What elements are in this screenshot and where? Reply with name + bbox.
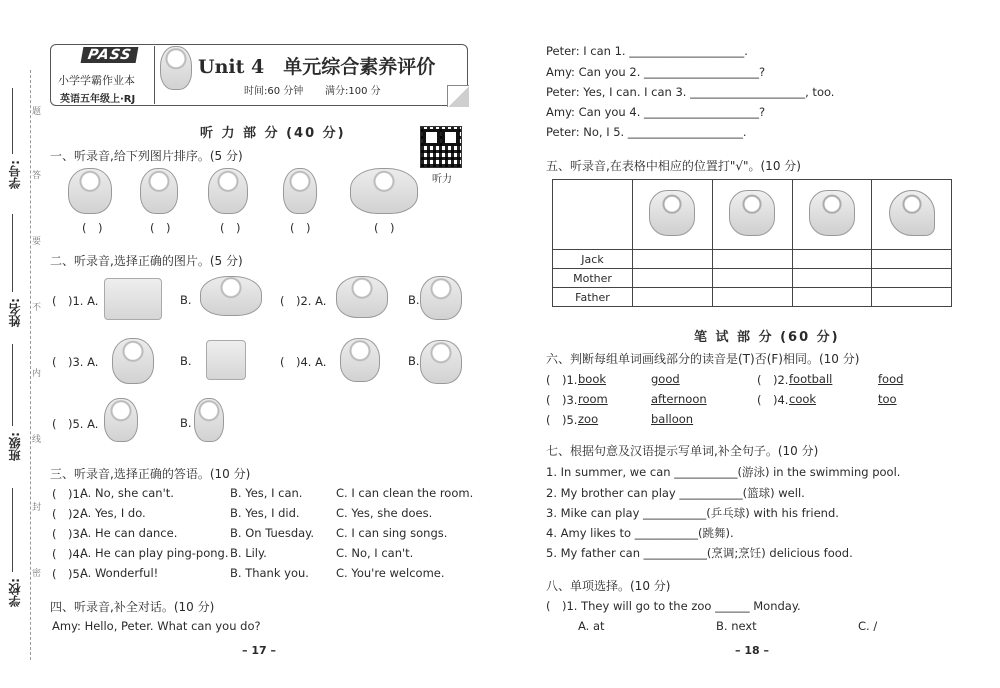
pass-logo: PASS	[81, 47, 139, 63]
seal-char: 答	[32, 171, 42, 181]
q6-word: food	[878, 372, 904, 386]
seal-char: 线	[32, 435, 42, 445]
q1-answer-blank[interactable]: ( )	[82, 221, 103, 235]
q6-word: too	[878, 392, 897, 406]
table-row-label: Jack	[553, 250, 633, 269]
q6-word: room	[578, 392, 608, 406]
q6-number[interactable]: ( )3.	[546, 393, 578, 407]
q2-item-number[interactable]: ( )2. A.	[280, 294, 327, 308]
q3-row-number[interactable]: ( )1.	[52, 487, 84, 501]
q3-option-a: A. Wonderful!	[80, 566, 159, 580]
q3-option-b: B. Lily.	[230, 546, 267, 560]
q3-option-a: A. He can dance.	[80, 526, 178, 540]
q2-3-option-a-picture[interactable]	[112, 338, 154, 384]
q1-picture-3	[208, 168, 248, 214]
check-cell[interactable]	[633, 269, 713, 288]
check-cell[interactable]	[792, 269, 872, 288]
cooking-picture	[809, 190, 855, 236]
q6-word: afternoon	[651, 392, 707, 406]
q3-option-a: A. Yes, I do.	[80, 506, 146, 520]
table-row-label: Father	[553, 288, 633, 307]
q4-dialog-line[interactable]: Peter: I can 1. ____________________.	[546, 44, 748, 58]
seal-char: 内	[32, 369, 42, 379]
q2-5-option-b-picture[interactable]	[194, 398, 224, 442]
q6-title: 六、判断每组单词画线部分的读音是(T)否(F)相同。(10 分)	[546, 352, 860, 366]
q2-2-option-a-picture[interactable]	[336, 276, 388, 318]
q3-option-c: C. Yes, she does.	[336, 506, 433, 520]
q7-sentence[interactable]: 4. Amy likes to ___________(跳舞).	[546, 526, 734, 540]
q2-option-b: B.	[180, 416, 192, 430]
q2-1-option-b-picture[interactable]	[200, 276, 262, 316]
q5-title: 五、听录音,在表格中相应的位置打"√"。(10 分)	[546, 159, 801, 173]
q1-picture-4	[283, 168, 317, 214]
q3-option-c: C. I can sing songs.	[336, 526, 448, 540]
q8-question[interactable]: ( )1. They will go to the zoo ______ Monday.	[546, 599, 801, 613]
header-divider	[154, 46, 155, 104]
q3-option-b: B. Yes, I can.	[230, 486, 303, 500]
q2-4-option-a-picture[interactable]	[340, 338, 380, 382]
listening-section-title: 听 力 部 分 (40 分)	[200, 126, 346, 141]
q1-picture-2	[140, 168, 178, 214]
seal-char: 不	[32, 303, 42, 313]
check-cell[interactable]	[792, 288, 872, 307]
exam-score: 满分:100 分	[325, 86, 381, 97]
school-label: 学校:	[8, 578, 22, 607]
q1-answer-blank[interactable]: ( )	[220, 221, 241, 235]
q4-dialog-line[interactable]: Amy: Can you 2. ____________________?	[546, 65, 766, 79]
page-number-right: – 18 –	[735, 644, 769, 657]
q4-title: 四、听录音,补全对话。(10 分)	[50, 600, 215, 614]
school-line[interactable]	[12, 488, 13, 572]
q6-word: cook	[789, 392, 817, 406]
q3-row-number[interactable]: ( )2.	[52, 507, 84, 521]
q2-option-b: B.	[408, 293, 420, 307]
class-label: 班级:	[8, 432, 22, 461]
q6-word: football	[789, 372, 833, 386]
check-cell[interactable]	[633, 250, 713, 269]
writing-section-title: 笔 试 部 分 (60 分)	[694, 330, 840, 345]
q3-option-a: A. He can play ping-pong.	[80, 546, 229, 560]
ping-pong-picture	[889, 190, 935, 236]
table-corner-cell	[553, 180, 633, 250]
q2-item-number[interactable]: ( )3. A.	[52, 355, 99, 369]
q1-picture-5	[350, 168, 418, 214]
q4-dialog-line[interactable]: Amy: Can you 4. ____________________?	[546, 105, 766, 119]
q8-option-a[interactable]: A. at	[578, 619, 605, 633]
q3-option-b: B. Thank you.	[230, 566, 309, 580]
page-number-left: – 17 –	[242, 644, 276, 657]
qr-label: 听力	[432, 174, 452, 185]
seal-char: 封	[32, 503, 42, 513]
page-title: Unit 4 单元综合素养评价	[198, 56, 436, 78]
q2-3-option-b-picture[interactable]	[206, 340, 246, 380]
q2-2-option-b-picture[interactable]	[420, 276, 462, 320]
q3-option-c: C. I can clean the room.	[336, 486, 474, 500]
q6-number[interactable]: ( )4.	[757, 393, 789, 407]
q3-option-b: B. On Tuesday.	[230, 526, 314, 540]
exam-time: 时间:60 分钟	[244, 86, 304, 97]
q5-check-table	[552, 179, 952, 307]
q8-option-b[interactable]: B. next	[716, 619, 757, 633]
q7-title: 七、根据句意及汉语提示写单词,补全句子。(10 分)	[546, 444, 819, 458]
check-cell[interactable]	[712, 250, 792, 269]
q4-dialog-line: Amy: Hello, Peter. What can you do?	[52, 619, 261, 633]
class-line[interactable]	[12, 344, 13, 426]
q1-answer-blank[interactable]: ( )	[150, 221, 171, 235]
q7-sentence[interactable]: 1. In summer, we can ___________(游泳) in the swimming pool.	[546, 465, 901, 479]
check-cell[interactable]	[712, 269, 792, 288]
check-cell[interactable]	[712, 288, 792, 307]
q2-option-b: B.	[408, 354, 420, 368]
name-label: 姓名:	[8, 298, 22, 327]
q8-title: 八、单项选择。(10 分)	[546, 579, 671, 593]
q2-4-option-b-picture[interactable]	[420, 340, 462, 384]
seal-char: 密	[32, 569, 42, 579]
q6-word: good	[651, 372, 680, 386]
q2-item-number[interactable]: ( )4. A.	[280, 355, 327, 369]
check-cell[interactable]	[633, 288, 713, 307]
q7-sentence[interactable]: 3. Mike can play ___________(乒乓球) with his friend.	[546, 506, 839, 520]
student-number-label: 学号:	[8, 160, 22, 189]
q6-number[interactable]: ( )2.	[757, 373, 789, 387]
check-cell[interactable]	[872, 250, 952, 269]
q3-row-number[interactable]: ( )5.	[52, 567, 84, 581]
table-picture-cell	[872, 180, 952, 250]
karate-picture	[649, 190, 695, 236]
q1-title: 一、听录音,给下列图片排序。(5 分)	[50, 149, 243, 163]
q3-row-number[interactable]: ( )3.	[52, 527, 84, 541]
q6-word: balloon	[651, 412, 694, 426]
q4-dialog-line[interactable]: Peter: No, I 5. ____________________.	[546, 125, 747, 139]
q3-option-c: C. No, I can't.	[336, 546, 414, 560]
q2-item-number[interactable]: ( )5. A.	[52, 417, 99, 431]
q6-number[interactable]: ( )1.	[546, 373, 578, 387]
table-picture-cell	[633, 180, 713, 250]
q2-5-option-a-picture[interactable]	[104, 398, 138, 442]
q6-word: zoo	[578, 412, 599, 426]
q3-option-a: A. No, she can't.	[80, 486, 174, 500]
q6-number[interactable]: ( )5.	[546, 413, 578, 427]
q3-row-number[interactable]: ( )4.	[52, 547, 84, 561]
q2-item-number[interactable]: ( )1. A.	[52, 294, 99, 308]
q2-option-b: B.	[180, 293, 192, 307]
name-line[interactable]	[12, 214, 13, 292]
q7-sentence[interactable]: 5. My father can ___________(烹调;烹饪) delicious food.	[546, 546, 853, 560]
q2-option-b: B.	[180, 354, 192, 368]
q6-word: book	[578, 372, 607, 386]
qr-code-icon[interactable]	[420, 126, 462, 168]
q3-title: 三、听录音,选择正确的答语。(10 分)	[50, 467, 251, 481]
q2-title: 二、听录音,选择正确的图片。(5 分)	[50, 254, 243, 268]
check-cell[interactable]	[792, 250, 872, 269]
seal-char: 题	[32, 107, 42, 117]
table-picture-cell	[792, 180, 872, 250]
q4-dialog-line[interactable]: Peter: Yes, I can. I can 3. ____________________, too.	[546, 85, 835, 99]
seal-char: 要	[32, 237, 42, 247]
q8-option-c[interactable]: C. /	[858, 619, 878, 633]
q1-picture-1	[68, 168, 112, 214]
mascot-illustration	[160, 46, 192, 90]
student-number-line[interactable]	[12, 88, 13, 154]
q7-sentence[interactable]: 2. My brother can play ___________(篮球) well.	[546, 486, 805, 500]
grade-label: 英语五年级上·RJ	[60, 94, 136, 105]
q3-option-c: C. You're welcome.	[336, 566, 445, 580]
table-row-label: Mother	[553, 269, 633, 288]
painting-picture	[729, 190, 775, 236]
check-cell[interactable]	[872, 269, 952, 288]
book-name: 小学学霸作业本	[58, 74, 135, 87]
q1-answer-blank[interactable]: ( )	[290, 221, 311, 235]
table-picture-cell	[712, 180, 792, 250]
q3-option-b: B. Yes, I did.	[230, 506, 300, 520]
q2-1-option-a-picture[interactable]	[104, 278, 162, 320]
q1-answer-blank[interactable]: ( )	[374, 221, 395, 235]
binding-dashed-line	[30, 70, 31, 660]
check-cell[interactable]	[872, 288, 952, 307]
page-curl-decoration	[447, 85, 469, 107]
